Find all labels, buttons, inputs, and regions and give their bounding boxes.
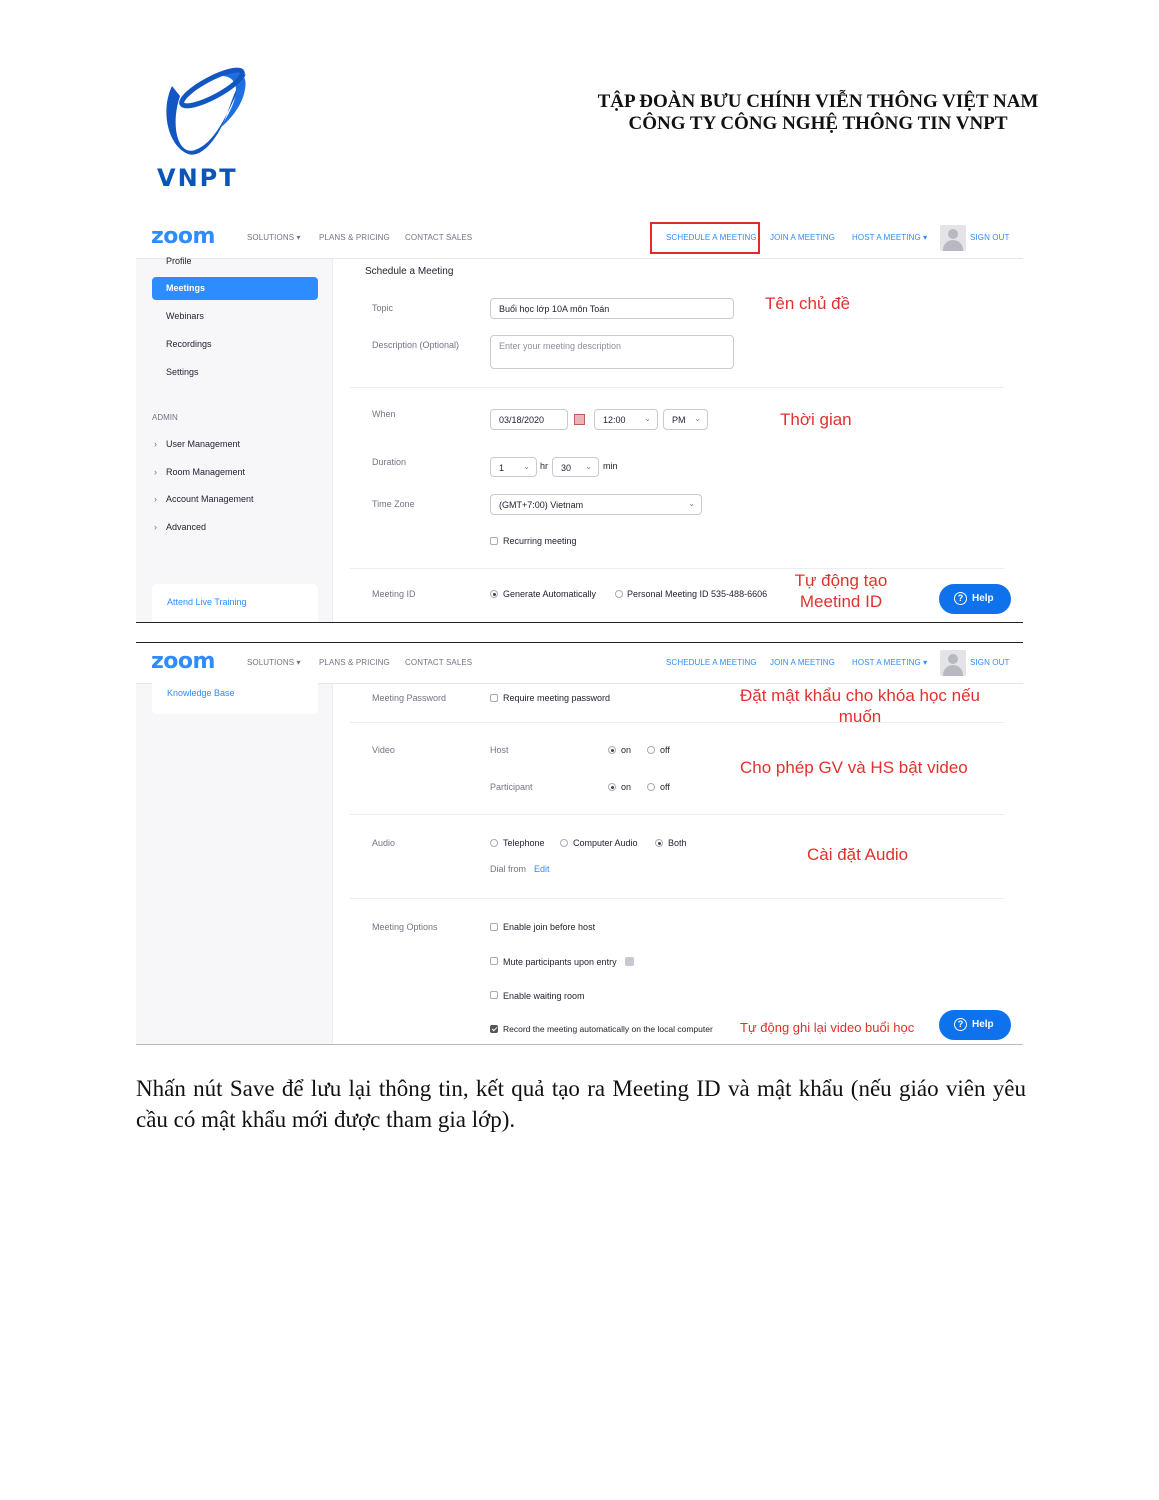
mute-on-entry-checkbox[interactable] xyxy=(490,957,498,965)
help-label: Help xyxy=(972,593,994,604)
ampm-select[interactable] xyxy=(663,409,708,430)
video-host-label: Host xyxy=(490,745,509,755)
audio-label: Audio xyxy=(372,838,396,848)
note-password-line1: Đặt mật khẩu cho khóa học nếu xyxy=(739,686,981,705)
video-participant-off-label: off xyxy=(660,782,670,792)
info-icon[interactable] xyxy=(625,957,634,966)
schedule-form-options xyxy=(334,684,1023,1045)
when-label: When xyxy=(372,409,396,419)
sidebar-item-webinars[interactable]: Webinars xyxy=(166,311,204,321)
note-record: Tự động ghi lại video buổi học xyxy=(740,1020,915,1035)
chevron-right-icon: › xyxy=(154,467,157,477)
sidebar-item-meetings[interactable] xyxy=(152,277,318,300)
schedule-form xyxy=(334,259,1023,623)
topic-label: Topic xyxy=(372,303,394,313)
dial-from-edit-link[interactable]: Edit xyxy=(534,864,550,874)
video-host-off-label: off xyxy=(660,745,670,755)
chevron-right-icon: › xyxy=(154,439,157,449)
zoom-screenshot-schedule xyxy=(136,218,1023,623)
generate-auto-radio[interactable] xyxy=(490,590,498,598)
attend-live-training-link[interactable]: Attend Live Training xyxy=(167,597,247,607)
time-select[interactable] xyxy=(594,409,658,430)
waiting-room-label: Enable waiting room xyxy=(503,991,585,1001)
sidebar-item-settings[interactable]: Settings xyxy=(166,367,199,377)
topic-input[interactable]: Buổi học lớp 10A môn Toán xyxy=(490,298,734,319)
question-icon: ? xyxy=(954,1018,967,1031)
date-input[interactable]: 03/18/2020 xyxy=(490,409,568,430)
chevron-down-icon: ⌄ xyxy=(523,462,530,471)
sidebar-item-account-management[interactable]: Account Management xyxy=(166,494,254,504)
nav-schedule-meeting[interactable]: SCHEDULE A MEETING xyxy=(666,658,757,667)
video-participant-on-radio[interactable] xyxy=(608,783,616,791)
audio-computer-radio[interactable] xyxy=(560,839,568,847)
zoom-logo[interactable]: zoom xyxy=(151,649,215,674)
description-label: Description (Optional) xyxy=(372,340,460,350)
divider xyxy=(350,387,1004,388)
divider xyxy=(350,898,1004,899)
nav-sign-out[interactable]: SIGN OUT xyxy=(970,658,1010,667)
knowledge-base-link[interactable]: Knowledge Base xyxy=(167,688,235,698)
note-video: Cho phép GV và HS bật video xyxy=(740,758,968,777)
sidebar-admin-heading: ADMIN xyxy=(152,413,178,422)
org-line-2: CÔNG TY CÔNG NGHỆ THÔNG TIN VNPT xyxy=(628,113,1008,134)
personal-id-radio[interactable] xyxy=(615,590,623,598)
waiting-room-checkbox[interactable] xyxy=(490,991,498,999)
description-input[interactable]: Enter your meeting description xyxy=(490,335,734,369)
video-participant-off-radio[interactable] xyxy=(647,783,655,791)
video-participant-label: Participant xyxy=(490,782,533,792)
video-host-on-radio[interactable] xyxy=(608,746,616,754)
sidebar-item-room-management[interactable]: Room Management xyxy=(166,467,246,477)
require-password-checkbox[interactable] xyxy=(490,694,498,702)
meeting-id-label: Meeting ID xyxy=(372,589,416,599)
timezone-label: Time Zone xyxy=(372,499,415,509)
page-title: Schedule a Meeting xyxy=(365,266,454,277)
chevron-right-icon: › xyxy=(154,522,157,532)
vnpt-logo xyxy=(150,66,260,196)
avatar[interactable] xyxy=(940,225,966,251)
note-audio: Cài đặt Audio xyxy=(807,845,909,864)
recurring-label: Recurring meeting xyxy=(503,536,577,546)
help-button[interactable] xyxy=(939,584,1011,614)
nav-contact-sales[interactable]: CONTACT SALES xyxy=(405,233,473,242)
video-label: Video xyxy=(372,745,395,755)
note-topic: Tên chủ đề xyxy=(765,294,851,313)
generate-auto-label: Generate Automatically xyxy=(503,589,597,599)
avatar[interactable] xyxy=(940,650,966,676)
min-unit: min xyxy=(603,461,618,471)
sidebar-item-profile[interactable]: Profile xyxy=(166,256,192,266)
question-icon: ? xyxy=(954,592,967,605)
meeting-options-label: Meeting Options xyxy=(372,922,438,932)
duration-minutes-select[interactable] xyxy=(552,457,599,477)
nav-plans-pricing[interactable]: PLANS & PRICING xyxy=(319,658,390,667)
note-password-line2: muốn xyxy=(838,707,882,726)
video-host-off-radio[interactable] xyxy=(647,746,655,754)
sidebar xyxy=(136,256,333,623)
audio-both-radio[interactable] xyxy=(655,839,663,847)
zoom-topbar xyxy=(136,218,1023,259)
auto-record-label: Record the meeting automatically on the local computer xyxy=(503,1024,713,1034)
audio-computer-label: Computer Audio xyxy=(573,838,638,848)
nav-solutions[interactable]: SOLUTIONS ▾ xyxy=(247,658,301,667)
video-participant-on-label: on xyxy=(621,782,632,792)
chevron-down-icon: ⌄ xyxy=(694,414,701,423)
calendar-icon[interactable] xyxy=(574,414,585,425)
note-time: Thời gian xyxy=(780,410,852,429)
duration-hours-value: 1 xyxy=(499,463,505,473)
divider xyxy=(350,814,1004,815)
audio-telephone-label: Telephone xyxy=(503,838,545,848)
duration-minutes-value: 30 xyxy=(561,463,572,473)
sidebar-help-card xyxy=(152,674,318,714)
audio-both-label: Both xyxy=(668,838,687,848)
nav-schedule-meeting[interactable]: SCHEDULE A MEETING xyxy=(666,233,757,242)
sidebar-item-recordings[interactable]: Recordings xyxy=(166,339,212,349)
timezone-select[interactable] xyxy=(490,494,702,515)
sidebar-item-meetings-label: Meetings xyxy=(166,283,206,293)
time-value: 12:00 xyxy=(603,415,626,425)
auto-record-checkbox[interactable] xyxy=(490,1025,498,1033)
nav-contact-sales[interactable]: CONTACT SALES xyxy=(405,658,473,667)
join-before-host-label: Enable join before host xyxy=(503,922,596,932)
sidebar xyxy=(136,684,333,1045)
nav-host-meeting[interactable]: HOST A MEETING ▾ xyxy=(852,658,928,667)
divider xyxy=(350,568,1004,569)
chevron-right-icon: › xyxy=(154,494,157,504)
help-label: Help xyxy=(972,1019,994,1030)
mute-on-entry-label: Mute participants upon entry xyxy=(503,957,617,967)
audio-telephone-radio[interactable] xyxy=(490,839,498,847)
sidebar-item-advanced[interactable]: Advanced xyxy=(166,522,207,532)
note-id-line1: Tự động tạo xyxy=(794,571,888,590)
nav-host-meeting[interactable]: HOST A MEETING ▾ xyxy=(852,233,928,242)
duration-label: Duration xyxy=(372,457,407,467)
require-password-label: Require meeting password xyxy=(503,693,611,703)
video-host-on-label: on xyxy=(621,745,632,755)
nav-sign-out[interactable]: SIGN OUT xyxy=(970,233,1010,242)
note-id-line2: Meetind ID xyxy=(799,592,883,611)
duration-hours-select[interactable] xyxy=(490,457,537,477)
chevron-down-icon: ⌄ xyxy=(688,499,695,508)
org-line-1: TẬP ĐOÀN BƯU CHÍNH VIỄN THÔNG VIỆT NAM xyxy=(597,91,1039,112)
chevron-down-icon: ⌄ xyxy=(644,414,651,423)
caption-paragraph: Nhấn nút Save để lưu lại thông tin, kết quả tạo ra Meeting ID và mật khẩu (nếu giáo viên yêu cầu có mật khẩu mới được tham gia lớp). xyxy=(136,1076,1026,1132)
dial-from-label: Dial from xyxy=(490,864,527,874)
nav-solutions[interactable]: SOLUTIONS ▾ xyxy=(247,233,301,242)
hr-unit: hr xyxy=(540,461,549,471)
ampm-value: PM xyxy=(672,415,686,425)
chevron-down-icon: ⌄ xyxy=(585,462,592,471)
join-before-host-checkbox[interactable] xyxy=(490,923,498,931)
sidebar-item-user-management[interactable]: User Management xyxy=(166,439,241,449)
vnpt-swoosh-icon xyxy=(150,66,260,166)
nav-plans-pricing[interactable]: PLANS & PRICING xyxy=(319,233,390,242)
sidebar-help-card xyxy=(152,584,318,623)
zoom-logo[interactable]: zoom xyxy=(151,224,215,249)
nav-join-meeting[interactable]: JOIN A MEETING xyxy=(770,233,835,242)
help-button[interactable] xyxy=(939,1010,1011,1040)
password-label: Meeting Password xyxy=(372,693,447,703)
vnpt-logo-text: VNPT xyxy=(157,164,238,192)
timezone-value: (GMT+7:00) Vietnam xyxy=(499,500,584,510)
nav-join-meeting[interactable]: JOIN A MEETING xyxy=(770,658,835,667)
personal-id-label: Personal Meeting ID 535-488-6606 xyxy=(627,589,768,599)
recurring-checkbox[interactable] xyxy=(490,537,498,545)
